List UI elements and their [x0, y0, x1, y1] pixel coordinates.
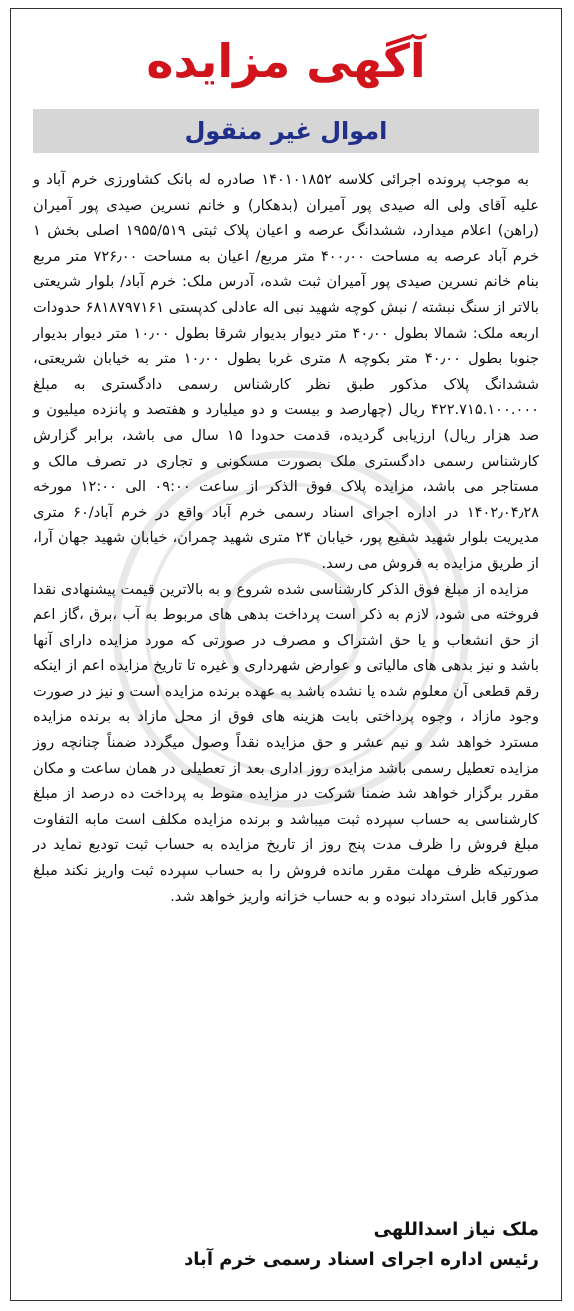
notice-frame [10, 8, 562, 1301]
notice-paragraph-2: مزایده از مبلغ فوق الذکر کارشناسی شده شروع و به بالاترین قیمت پیشنهادی نقدا فروخته می شود، لازم به ذکر است پرداخت بدهی های مربوط به آب ،برق ،گاز اعم از حق انشعاب و یا حق اشتراک و مصرف در صورتی که مورد مزایده دارای آنها باشد و نیز بدهی های مالیاتی و عوارض شهرداری و غیره تا تاریخ مزایده اعم از اینکه رقم قطعی آن معلوم شده یا نشده باشد به عهده برنده مزایده است و نیز در صورت وجود مازاد ، وجوه پرداختی بابت هزینه های فوق از محل مازاد به برنده مزایده مسترد خواهد شد و نیم عشر و حق مزایده نقداً وصول میگردد ضمناً چنانچه روز مزایده تعطیل رسمی باشد مزایده روز اداری بعد از تعطیلی در همان ساعت و مکان مقرر برگزار خواهد شد ضمنا شرکت در مزایده منوط به پرداخت ده درصد از مبلغ کارشناسی به حساب سپرده ثبت میباشد و برنده مزایده مکلف است مابه التفاوت مبلغ فروش را ظرف مدت پنج روز از تاریخ مزایده به حساب ثبت تودیع نماید در صورتیکه ظرف مهلت مقرر مانده فروش را به حساب سپرده ثبت واریز نکند مبلغ مذکور قابل استرداد نبوده و به حساب خزانه واریز خواهد شد. [33, 580, 539, 905]
notice-subtitle: اموال غیر منقول [184, 117, 388, 145]
notice-paragraph-1: به موجب پرونده اجرائی کلاسه ۱۴۰۱۰۱۸۵۲ صادره له بانک کشاورزی خرم آباد و علیه آقای ولی اله صیدی پور آمیران (بدهکار) و خانم نسرین صیدی پور آمیران (راهن) اعلام میدارد، ششدانگ عرصه و اعیان پلاک ثبتی ۱۹۵۵/۵۱۹ اصلی بخش ۱ خرم آباد عرصه به مساحت ۴۰۰٫۰۰ متر مربع/ اعیان به مساحت ۷۲۶٫۰۰ متر مربع بنام خانم نسرین صیدی پور آمیران ثبت شده، آدرس ملک: خرم آباد/ بلوار شریعتی بالاتر از سنگ نبشته / نبش کوچه شهید نبی اله عادلی کدپستی ۶۸۱۸۷۹۷۱۶۱ حدودات اربعه ملک: شمالا بطول ۴۰٫۰۰ متر دیوار بدیوار شرقا بطول ۱۰٫۰۰ متر دیوار بدیوار جنوبا بطول ۴۰٫۰۰ متر بکوچه ۸ متری غربا بطول ۱۰٫۰۰ متر به خیابان شریعتی، ششدانگ پلاک مذکور طبق نظر کارشناس رسمی دادگستری به مبلغ ۴۲۲.۷۱۵.۱۰۰.۰۰۰ ریال (چهارصد و بیست و دو میلیارد و هفتصد و پانزده میلیون و صد هزار ریال) ارزیابی گردیده، قدمت حدودا ۱۵ سال می باشد، برابر گزارش کارشناس رسمی دادگستری ملک بصورت مسکونی و تجاری در تصرف مالک و مستاجر می باشد، مزایده پلاک فوق الذکر از ساعت ۰۹:۰۰ الی ۱۲:۰۰ مورخه ۱۴۰۲٫۰۴٫۲۸ در اداره اجرای اسناد رسمی خرم آباد واقع در خرم آباد/۶۰ متری مدیریت بلوار شهید شفیع پور، خیابان ۲۴ متری شهید چمران، خیابان شهید جهان آرا، از طریق مزایده به فروش می رسد. [33, 171, 540, 572]
subtitle-bar [33, 109, 539, 153]
notice-title: آگهی مزایده [146, 34, 426, 88]
notice-body [33, 167, 539, 909]
signature-title: رئیس اداره اجرای اسناد رسمی خرم آباد [184, 1249, 539, 1270]
signature-block [33, 1215, 539, 1275]
signature-name: ملک نیاز اسداللهی [373, 1219, 539, 1240]
